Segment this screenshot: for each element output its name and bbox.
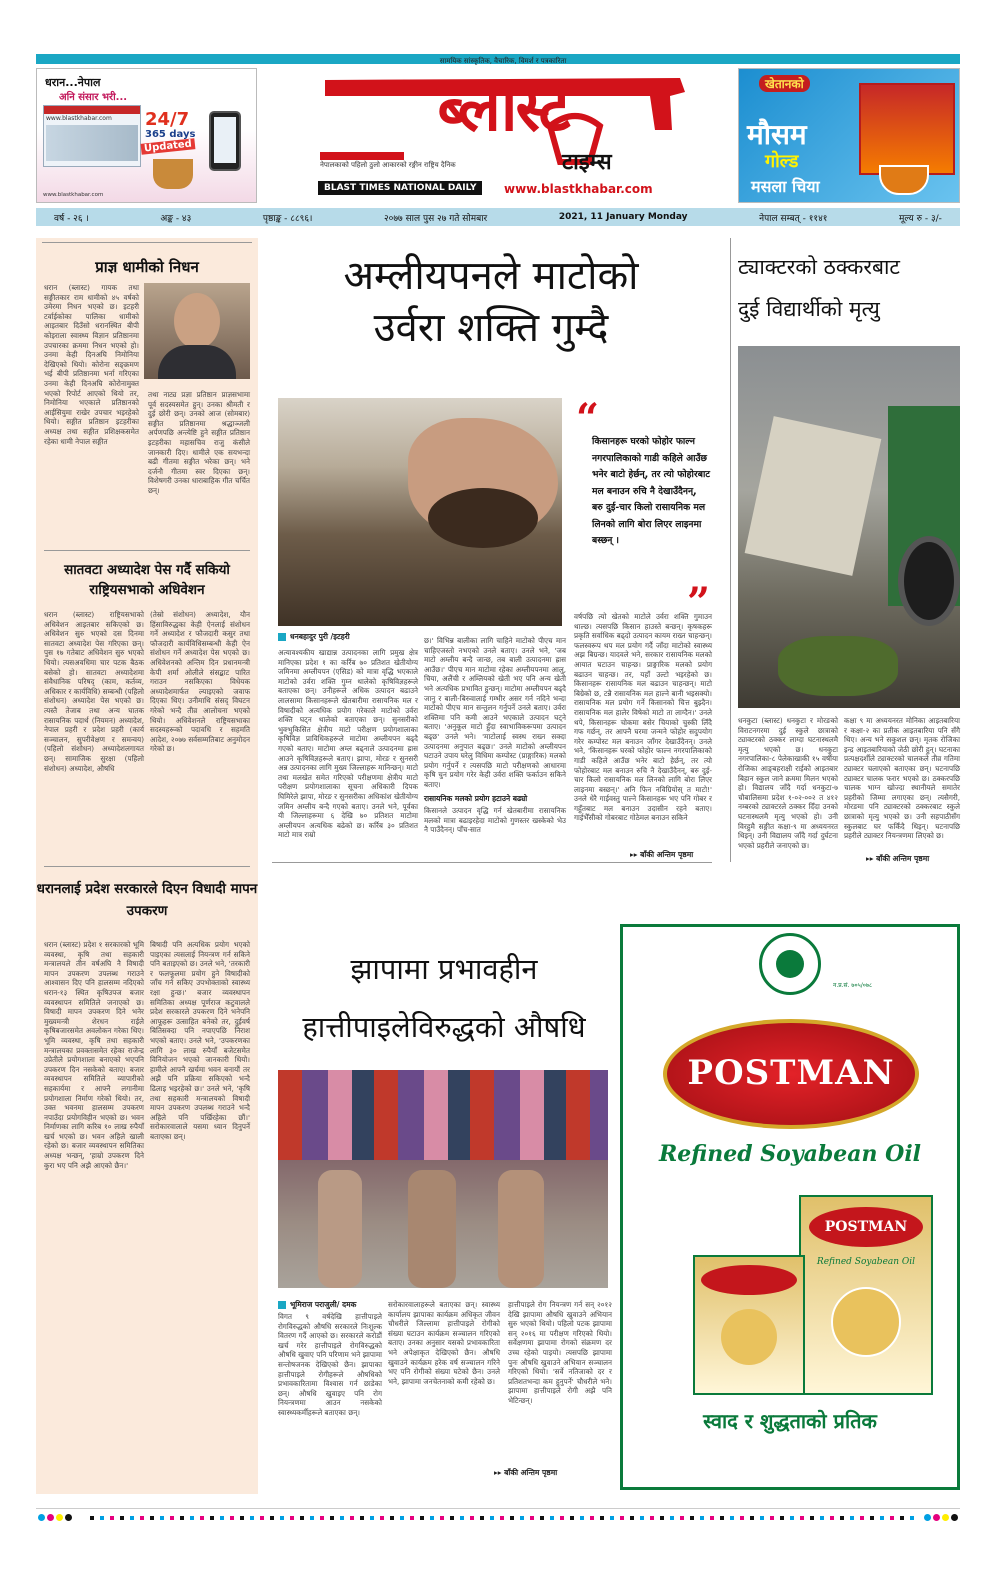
device-body-part1: धरान (ब्लास्ट) प्रदेश १ सरकारको भूमि व्यवस्था, कृषि तथा सहकारी मन्त्रालयले तीन वर्षअघि नै विषादी मापन उपकरण उपलब्ध गराउने आश्वासन दिए पनि हालसम्म नदिएको धरान-१३ स्थित कृषिउपज बजार व्यवस्थापन समितिले जनाएको छ। विषादी मापन उपकरण दिने भनेर मुख्यमन्त्री शेरधन राईले कृषिबजारसमेत अवलोकन गरेका थिए। भूमि व्यवस्था, कृषि तथा सहकारी मन्त्रालयका प्रवक्तासमेत रहेका राजेन्द्र उप्रेतीले प्रयोगशाला बनाएको भएपनि उपकरण दिन नसकेको बताए। बजार व्यवस्थापन समितिले व्यापारीको सहकार्यमा र आफ्नै लगानीमा प्रयोगशाला निर्माण गरेको थियो। तर, उक्त भवनमा हालसम्म उपकरण नपाउँदा प्रयोगविहीन भएको छ। भवन निर्माणका लागि करिब १० लाख रुपैयाँ खर्च भएको छ। भवन अहिले खाली रहेको छ। बजार व्यवस्थापन समितिका अध्यक्ष भन्छन्, 'हाम्रो उपकरण दिने कुरा भए पनि अझै आएको छैन।' [44, 940, 144, 1170]
elephant-byline-text: भूमिराज पराजुली/ दमक [290, 1300, 357, 1309]
ordinance-body-part2: (तेस्रो संशोधन) अध्यादेश, यौन हिंसाविरुद्धका केही ऐनलाई संशोधन गर्ने अध्यादेश र फौजदारी कसुर तथा फौजदारी कार्यविधिसम्बन्धी केही ऐन संशोधन गर्ने अध्यादेश पेस भएको छ। अधिवेशनको अन्तिम दिन प्रधानमन्त्री केपी शर्मा ओलीले संसद्बाट पारित गराउन नसकिएका विधेयक अध्यादेशमार्फत ल्याइएको जवाफ दिएका थिए। उनीमाथि संसद् विघटन गरेको भन्दै तीव्र आलोचना भएको थियो। अधिवेशनले राष्ट्रियसभाका सदस्यहरूको पदावधि र सहमति आदेश, २०७७ सर्वसम्मतिबाट अनुमोदन गरेको छ। [150, 610, 250, 754]
postman-oil-ad[interactable] [620, 924, 960, 1490]
lead-headline-line1[interactable]: अम्लीयपनले माटोको [343, 253, 639, 299]
column-divider [730, 238, 731, 862]
tractor-body-col2: कक्षा ९ मा अध्ययनरत मोनिका आइतबारिया र कक्षा-२ का प्रतीक आइतबारिया पनि सँगै थिए। अन्य भने सकुशल छन्। मृतक रोजिका इन्द्र आइतबारियाको जेठी छोरी हुन्। घटनाका प्रत्यक्षदर्शीले ट्याक्टरको चालकले तीव्र गतिमा ट्याक्टर चलाएको बताएका छन्। घटनापछि ट्याक्टर चालक फरार भएको छ। ठक्करपछि चालक भाग्न खोज्दा स्थानीयले समातेर प्रहरीको जिम्मा लगाएका छन्। त्यसैगरी, मोरङमा पनि ट्याक्टरको ठक्करबाट स्कुले छात्राको मृत्यु भएको छ। उनी सहपाठीसँग स्कुलबाट घर फर्किंदै थिइन्। घटनापछि प्रहरीले ट्याक्टर नियन्त्रणमा लिएको छ। [844, 716, 960, 841]
tractor-body-col1: धनकुटा (ब्लास्ट) धनकुटा र मोरङको विराटनगरमा दुई स्कुले छात्राको ट्याक्टरको ठक्कर लाग्दा घटनास्थलमै मृत्यु भएको छ। धनकुटा नगरपालिका-८ पेलेकाखाकी १५ वर्षीया रोजिका आङ्बहराक्षी राईको आइतबार बिहान स्कुल जाने क्रममा मिलन भएको हो। विद्यालय जाँदै गर्दा धनकुटा-७ चौबालिसमा प्रदेश १-०२-००२ त ४१२ नम्बरको ट्याक्टरले ठक्कर दिँदा उनको घटनास्थलमै मृत्यु भएको हो। उनी विरहुमै सङ्गीत कक्षा-९ मा अध्ययनरत थिइन्। उनी विद्यालय जाँदै गर्दा दुर्घटना भएको प्रहरीले जनाएको छ। [738, 716, 838, 850]
quote-open-icon: “ [576, 395, 600, 442]
tractor-headline-line2[interactable]: दुई विद्यार्थीको मृत्यु [738, 297, 880, 321]
issue-year: वर्ष - २६ । [54, 213, 89, 224]
elephant-body-col1: विगत ९ वर्षदेखि हात्तीपाइले रोगविरुद्धको औषधि सरकारले निःशुल्क वितरण गर्दै आएको छ। सरकारले करोडौं खर्च गरेर हात्तीपाइले रोगविरुद्धको औषधि खुवाए पनि परिणाम भने झापामा सन्तोषजनक देखिएको छैन। झापाका हात्तीपाइले रोगीहरूले औषधिको प्रभावकारितामा विश्वास गर्न छाडेका छन्। औषधि खुवाइए पनि रोग नियन्त्रणमा आउन नसकेको स्वास्थ्यकर्मीहरूले बताएका छन्। [278, 1312, 382, 1417]
bottom-rule [36, 1508, 960, 1509]
elephant-body-col3: हात्तीपाइले रोग नियन्त्रण गर्न सन् २०१२ देखि झापामा औषधि खुवाउने अभियान सुरु भएको थियो। पहिलो पटक झापामा सन् २०१६ मा परीक्षण गरिएको थियो। सर्वेक्षणमा झापामा रोगको संक्रमण दर उच्च रहेको पाइयो। त्यसपछि झापामा पुनः औषधि खुवाउने अभियान सञ्चालन गरिएको थियो। 'सर्वे नतिजाको दर र प्रतिशतभन्दा कम हुनुपर्ने' चौधरीले भने। झापामा हात्तीपाइले रोगी अझै पनि भेटिन्छन्। [508, 1300, 612, 1405]
elephant-byline [278, 1300, 356, 1310]
elephant-story [272, 940, 616, 1056]
laptop-screen-image [43, 105, 141, 167]
postman-product: Refined Soyabean Oil [658, 1141, 922, 1167]
masthead-sub: टाइम्स [562, 150, 612, 175]
oil-pack-large-image [799, 1195, 933, 1395]
ordinance-headline[interactable]: सातवटा अध्यादेश पेस गर्दै सकियो राष्ट्रियसभाको अधिवेशन [64, 562, 230, 598]
ad-days: 365 days [145, 129, 196, 140]
pack-product: Refined Soyabean Oil [816, 1257, 916, 1267]
section-divider [272, 862, 712, 863]
elephant-continued[interactable]: ▸▸ बाँकी अन्तिम पृष्ठमा [494, 1468, 558, 1477]
tea-brand2: गोल्ड [765, 151, 799, 172]
tractor-accident-photo [738, 346, 960, 708]
phone-image [209, 111, 241, 171]
lead-continued[interactable]: ▸▸ बाँकी अन्तिम पृष्ठमा [630, 850, 694, 859]
lead-headline-line2[interactable]: उर्वरा शक्ति गुम्दै [373, 305, 609, 351]
left-news-column [36, 238, 258, 1494]
tea-box-image [859, 83, 955, 175]
pack-brand: POSTMAN [809, 1207, 923, 1247]
ad-line2: अनि संसार भरी... [59, 92, 128, 103]
obit-headline[interactable]: प्राज्ञ धामीको निधन [95, 258, 199, 276]
tea-tagline: मसला चिया [751, 177, 820, 196]
ordinance-body-part1: धरान (ब्लास्ट) राष्ट्रियसभाको अधिवेशन आइतबार सकिएको छ। अधिवेशन सुरु भएको दस दिनमा सातवटा अध्यादेश पेस गरिएका छन्। पुस १७ गतेबाट अधिवेशन सुरु भएको थियो। त्यसअवधिमा चार पटक बैठक बसेको हो। सातवटा अध्यादेशमा संवैधानिक परिषद् (काम, कर्तव्य, अधिकार र कार्यविधि) सम्बन्धी (पहिलो संशोधन) अध्यादेश पेस भएको छ। त्यस्तै तेजाब तथा अन्य घातक रासायनिक पदार्थ (नियमन) अध्यादेश, नेपाल प्रहरी र प्रदेश प्रहरी (कार्य सञ्चालन, सुपरीवेक्षण र समन्वय) (पहिलो संशोधन) अध्यादेशलगायत छन्। सामाजिक सुरक्षा (पहिलो संशोधन) अध्यादेश, औषधि [44, 610, 144, 773]
device-headline[interactable]: धरानलाई प्रदेश सरकारले दिएन विधादी मापन उपकरण [36, 881, 258, 919]
lead-pullquote [576, 395, 710, 626]
postman-slogan: स्वाद र शुद्धताको प्रतिक [703, 1409, 877, 1433]
tea-cup-image [879, 165, 929, 195]
issue-pages: पृष्ठाङ्क - ८८९६। [262, 213, 313, 224]
issue-date-en: 2021, 11 January Monday [558, 212, 688, 222]
tea-brand-top: खेतानको [759, 75, 810, 92]
obit-body-part1: धरान (ब्लास्ट) गायक तथा सङ्गीतकार राम धामीको ४५ वर्षको उमेरमा निधन भएको छ। इटहरी टर्वाईकोका पालिका धामीको आइतबार दिउँसो धरानस्थित बीपी कोइराला स्वास्थ्य विज्ञान प्रतिष्ठानमा उपचारका क्रममा निधन भएको हो। उनमा केही दिनअघि निमोनिया देखिएको थियो। कोरोना सङ्क्रमण भई बीपी प्रतिष्ठानमा भर्ना गरिएका उनमा केही दिनअघि कोरोनामुक्त भएको रिपोर्ट आएको थियो तर, निमोनिया भएकाले प्रतिष्ठानको आईसियुमा राखेर उपचार भइरहेको थियो। सङ्गीत प्रतिष्ठान इटहरीका अध्यक्ष तथा सङ्गीत प्रशिक्षकसमेत रहेका धामी नेपाल सङ्गीत [44, 283, 139, 446]
byline-marker-icon [278, 633, 286, 641]
issue-number: अङ्क - ४३ [160, 213, 192, 224]
postman-regno: न.प्र.सं. ७०५/०७८ [833, 982, 873, 989]
issue-date-np: २०७७ साल पुस २७ गते सोमबार [384, 213, 488, 224]
issue-info-bar [36, 208, 960, 226]
tea-cup-image [153, 159, 193, 189]
ad-url: www.blastkhabar.com [46, 115, 112, 122]
ad-line1: धरान...नेपाल [45, 76, 101, 89]
masthead-english: BLAST TIMES NATIONAL DAILY [318, 181, 482, 195]
lead-body-col2: छ।' विभिन्न बालीका लागि चाहिने माटोको पीएच मान चाहिएजस्तो नभएको उनले बताए। उनले भने, 'जब माटो अम्लीय बन्दै जान्छ, तब बाली उत्पादनमा ह्रास आउँछ।' पीएच मान माटोमा रहेका अम्लीयपनमा आलु, चिया, अलैंची र अम्लियको खेती भए पनि अन्य खेती भने अत्यधिक प्रभावित हुन्छन्। माटोमा अम्लीयपन बढ्दै जानु र बाली-बिरुवालाई गम्भीर असर गर्न नदिने भन्दा माटोको पीएच मान सन्तुलन गर्नुपर्ने उनले बताए। उर्वरा शक्तिमा पनि कमी आउने भएकाले उत्पादन घट्ने बताए। 'अनुकूल माटो हुँदा स्वाभाविकरूपमा उत्पादन बढ्छ' उनले भने। 'माटोलाई स्वस्थ राख्न सक्दा उत्पादनमा अनुपात बढ्छ।' उनले माटोको अम्लीयपन घटाउने उपाय घरेलु विधिमा कम्पोस्ट (प्राङ्गारिक) मलको प्रयोग गर्नुपर्ने र त्यसपछि माटो परीक्षणको आधारमा कृषि चुन प्रयोग गरेर केही उर्वरा शक्ति फर्काउन सकिने बताए। [424, 636, 566, 789]
ad-footer: www.blastkhabar.com [43, 192, 104, 198]
tractor-continued[interactable]: ▸▸ बाँकी अन्तिम पृष्ठमा [866, 854, 930, 863]
byline-marker-icon [278, 1301, 286, 1309]
tea-brand: मौसम [747, 118, 807, 151]
oil-pack-small-image [693, 1255, 805, 1395]
ad-updated: Updated [141, 138, 196, 155]
pullquote-text: किसानहरू घरको फोहोर फाल्न नगरपालिकाको गाडी कहिले आउँछ भनेर बाटो हेर्छन्, तर त्यो फोहोरबाट मल बनाउन रुचि नै देखाउँदैनन्, बरु दुई-चार किलो रासायनिक मल लिनको लागि बोरा लिएर लाइनमा बस्छन् । [592, 436, 710, 546]
elephant-body-col2: सरोकारवालाहरूले बताएका छन्। स्वास्थ्य कार्यालय झापाका कार्यक्रम अधिकृत जीवन चौधरीले जिल्लामा हात्तीपाइले रोगीको संख्या घटाउन कार्यक्रम सञ्चालन गरिएको बताए। उनका अनुसार यसको प्रभावकारिता भने अपेक्षाकृत देखिएको छैन। औषधि खुवाउने कार्यक्रम हरेक वर्ष सञ्चालन गरिने भए पनि रोगीको संख्या घटेको छैन। उनले भने, झापामा जनचेतनाको कमी रहेको छ। [388, 1300, 500, 1386]
tractor-headline-line1[interactable]: ट्याक्टरको ठक्करबाट [738, 255, 900, 279]
obit-body-part2: तथा नाट्य प्रज्ञा प्रतिष्ठान प्राज्ञसभामा पूर्व सदस्यसमेत हुन्। उनका श्रीमती र दुई छोरी छन्। उनको आज (सोमबार) सङ्गीत प्रतिष्ठानमा श्रद्धाञ्जली अर्पणपछि अन्त्येष्टि हुने सङ्गीत प्रतिष्ठान इटहरीका महासचिव राजु कंसीले जानकारी दिए। धामीले एक सयभन्दा बढी गीतमा सङ्गीत भरेका छन्। भने दर्जनौ गीतमा स्वर दिएका छन्। विशेषगरी उनका धाराबाहिक गीत चर्चित छन्। [148, 390, 250, 495]
lead-byline-text: धनबहादुर पुरी /इटहरी [290, 632, 350, 641]
elephant-headline-line2[interactable]: हात्तीपाइलेविरुद्धको औषधि [302, 1010, 586, 1044]
postman-seal-icon [759, 933, 821, 995]
soil-in-hands-photo [278, 398, 562, 626]
masthead-desc: नेपालकाको पहिलो ठुलो आकारको रङ्गीन राष्ट्रिय दैनिक [320, 161, 456, 169]
masthead-title: ब्लास्ट [437, 72, 569, 146]
obit-body-part1b [44, 390, 142, 508]
masthead-tagline: सामयिक सांस्कृतिक, वैचारिक, विमर्श र पत्रकारिता [439, 57, 567, 65]
issue-sambat: नेपाल सम्बत् - ११४१ [759, 213, 828, 224]
elephant-headline-line1[interactable]: झापामा प्रभावहीन [350, 952, 538, 986]
postman-brand: POSTMAN [687, 1053, 895, 1093]
device-body-part2: बिषादी पनि अत्यधिक प्रयोग भएको पाइएका त्यसलाई नियन्त्रण गर्न सकिने पनि बताइएको छ। उनले भने, 'तरकारी र फलफूलमा प्रयोग हुने विषादीको जाँच गर्न सकिए उपभोक्ताको स्वास्थ्य रक्षा हुन्छ।' बजार व्यवस्थापन समितिका अध्यक्ष पूर्णराज कटुवालले प्रदेश सरकारले उपकरण दिने भनेपनि आफूहरू उत्साहित बनेको तर, दुईवर्ष बितिसक्दा पनि नपाएपछि निराश भएको बताए। उनले भने, 'उपकरणका लागि ३० लाख रुपैयाँ बजेटसमेत विनियोजन भएको जानकारी थियो। हामीले आफ्नै खर्चमा भवन बनायौं तर अझै पनि प्रक्रिया सकिएको भन्दै ढिलाइ भइरहेको छ।' उनले भने, 'कृषि तथा सहकारी मन्त्रालयको विषादी मापन उपकरण उपलब्ध गराउने भन्दै अहिले पनि पर्खिरहेका छौं।' सरोकारवालाले यसमा ध्यान दिनुपर्ने बताएका छन्। [150, 940, 250, 1141]
obit-portrait-photo [144, 283, 250, 379]
masthead [300, 66, 700, 206]
mausam-tea-ad[interactable] [738, 68, 960, 203]
lead-body-col1: अत्यावश्यकीय खाद्यान्न उत्पादनका लागि प्रमुख क्षेत्र मानिएका प्रदेश १ का कर्रिब ७० प्रतिशत खेतीयोग्य जमिनमा अम्लीयपन (एसिड) को मात्रा वृद्धि भएकाले माटोको उर्वरा शक्ति गुम्न थालेको कृषिविज्ञहरूले बताएका छन्। उनीहरूले अधिक उत्पादन बढाउने लालसामा किसानहरूले खेतबारीमा रासायनिक मल र विषादीको अत्यधिक प्रयोग गरेकाले माटोको उर्वरा शक्ति घट्न थालेको बताएका छन्। सुनसरीको भुक्भुकिसित क्षेत्रीय माटो परीक्षण प्रयोगशालाका कृषिविज्ञ प्राविधिकहरूले माटोमा अम्लीयपन बढ्दै गएको बताए। माटोमा अम्ल बढ्नाले उत्पादनमा ह्रास आउने कृषिविज्ञहरूले बताए। झापा, मोरङ र सुनसरी अन्न उत्पादनका लागि मुख्य जिल्लाहरू मानिन्छन्। माटो तथा मलखेत समेत गरिएको परीक्षणमा क्षेत्रीय माटो परीक्षण प्रयोगशालाका सूचना अधिकारी दिपक घिमिरेले झापा, मोरङ र सुनसरीका अधिकांश खेतीयोग्य जमिन अम्लीय बन्दै गएको बताए। उनले भने, पूर्वका यी जिल्लाहरूमा ६ देखि ७० प्रतिशत माटोमा अम्लीयपन अत्यधिक बढेको छ। कर्रिब ३० प्रतिशत माटो मात्र राम्रो [278, 648, 418, 840]
quote-close-icon: ” [686, 579, 710, 626]
tractor-body [738, 716, 960, 854]
blastkhabar-ad[interactable] [36, 68, 257, 203]
lead-body-col3: वर्षपछि त्यो खेतको माटोले उर्वरा शक्ति गुमाउन थाल्छ। त्यसपछि किसान हाउस्ते बन्छन्। कृषकहरू प्रकृति सर्वाधिक बढ्दो उत्पादन कायम राख्न चाहन्छन्। फलस्वरूप थप मल प्रयोग गर्दै जाँदा माटोको स्वास्थ्य अझ बिग्रन्छ। यादवले भने, सरकार रासायनिक मलको आयात घटाउन चाहन्छ। प्राङ्गारिक मलको प्रयोग बढाउन चाहन्छ। तर, यहाँ उल्टो भइरहेको छ। किसानहरू रासायनिक मल बढाउन चाहन्छन्। माटो बिग्रेको छ, टन्नै रासायनिक मल हाल्ने बानी भइसक्यो। रासायनिक मल प्रयोग गर्ने किसानको चित्त बुझ्दैन। रासायनिक मल हालेर विषेको माटो ता लाग्दैन।' उनले थपे, किसानहरू चोकमा बसेर चियाको चुस्की लिँदै गफ गर्छन्, तर आफ्नै घरमा जन्मने फोहोर सदुपयोग गरेर कम्पोस्ट मल बनाउन जाँगर देखाउँदैनन्। उनले भने, 'किसानहरू घरको फोहोर फाल्न नगरपालिकाको गाडी कहिले आउँछ भनेर बाटो हेर्छन्, तर त्यो फोहोरबाट मल बनाउन रुचि नै देखाउँदैनन्, बरु दुई-चार किलो रासायनिक मल लिनको लागि बोरा लिएर लाइनमा बस्छन्।' अनि फिन नविग्रियोस् त माटो!' उनले धेरै गाईवस्तु पाल्ने किसानहरू भए पनि गोबर र गहुँतबाट मल बनाउन उदासीन रहने बताए। गाईभैँसीको गोबरबाट गोठेमल बनाउन सकिने [574, 612, 712, 823]
issue-price: मूल्य रु - ३/- [899, 213, 942, 224]
ad-hours: 24/7 [145, 109, 190, 130]
masthead-url[interactable]: www.blastkhabar.com [504, 182, 653, 196]
tractor-story [738, 246, 960, 330]
lead-story [272, 250, 710, 354]
patients-legs-photo [278, 1070, 608, 1288]
lead-body-col2b: किसानले उत्पादन वृद्धि गर्न खेतबारीमा रासायनिक मलको मात्रा बढाइरहेदा माटोको गुणस्तर खस्केको भेउ नै पाउँदैनन्। पाँच-सात [424, 806, 566, 835]
print-color-bar [90, 1516, 916, 1520]
lead-subhead: रासायनिक मलको प्रयोग हटाउने बढ्यो [424, 794, 528, 803]
